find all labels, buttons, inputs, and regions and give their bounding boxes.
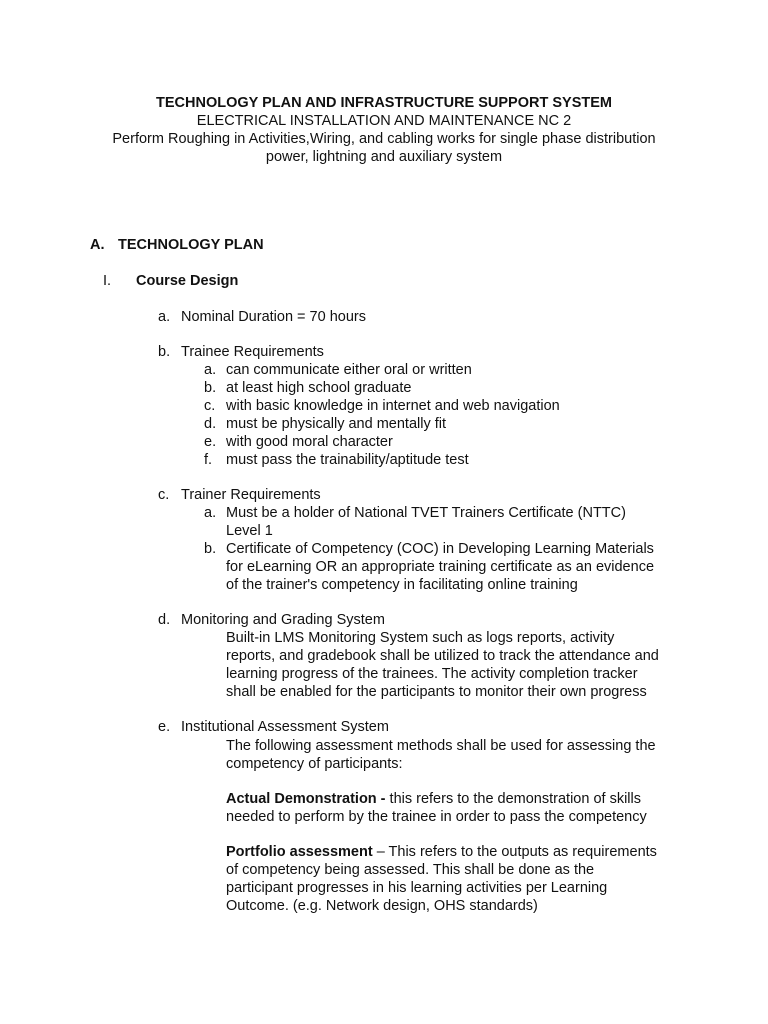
actual-demonstration-term: Actual Demonstration - [226,791,386,807]
portfolio-assessment-line-4: Outcome. (e.g. Network design, OHS standards) [226,898,538,914]
trainee-req-text: with good moral character [226,434,393,450]
item-a-marker: a. [158,309,171,325]
trainee-req-marker: f. [204,452,213,468]
trainer-req-text-line: Must be a holder of National TVET Trainers Certificate (NTTC) [226,505,626,521]
section-i-title: Course Design [136,273,239,289]
assessment-intro-line: The following assessment methods shall be used for assessing the [226,738,656,754]
item-c-text: Trainer Requirements [181,487,321,503]
item-d-marker: d. [158,612,171,628]
actual-demonstration-desc: this refers to the demonstration of skills [385,791,641,807]
monitoring-paragraph-line: shall be enabled for the participants to monitor their own progress [226,684,647,700]
trainee-req-marker: b. [204,380,217,396]
trainee-req-text: with basic knowledge in internet and web navigation [226,398,560,414]
document-header [60,94,708,166]
portfolio-assessment-line-3: participant progresses in his learning activities per Learning [226,880,608,896]
trainer-req-marker: b. [204,541,217,557]
trainer-req-text-line: for eLearning OR an appropriate training certificate as an evidence [226,559,655,575]
trainer-req-text-line: of the trainer's competency in facilitating online training [226,577,578,593]
actual-demonstration-line [226,790,641,808]
item-b-text: Trainee Requirements [181,344,324,360]
trainee-req-text: must pass the trainability/aptitude test [226,452,469,468]
section-a-marker: A. [90,237,105,253]
monitoring-paragraph-line: reports, and gradebook shall be utilized to track the attendance and [226,648,659,664]
actual-demonstration-line-2: needed to perform by the trainee in order to pass the competency [226,809,647,825]
portfolio-assessment-term: Portfolio assessment [226,844,373,860]
item-b-marker: b. [158,344,171,360]
portfolio-assessment-line [226,843,657,861]
item-e-marker: e. [158,719,171,735]
section-a-title: TECHNOLOGY PLAN [118,237,264,253]
document-title: TECHNOLOGY PLAN AND INFRASTRUCTURE SUPPORT SYSTEM [156,95,612,111]
trainee-req-text: at least high school graduate [226,380,412,396]
document-description-line-2: power, lightning and auxiliary system [265,149,503,165]
trainee-req-marker: d. [204,416,217,432]
trainee-req-marker: e. [204,434,217,450]
document-subtitle: ELECTRICAL INSTALLATION AND MAINTENANCE NC 2 [196,113,572,129]
portfolio-assessment-line-2: of competency being assessed. This shall be done as the [226,862,595,878]
trainee-req-marker: c. [204,398,216,414]
document-description-line-1: Perform Roughing in Activities,Wiring, and cabling works for single phase distribution [112,131,656,147]
trainee-req-text: can communicate either oral or written [226,362,472,378]
trainee-req-text: must be physically and mentally fit [226,416,447,432]
section-i-marker: I. [103,273,112,289]
monitoring-paragraph-line: Built-in LMS Monitoring System such as logs reports, activity [226,630,615,646]
item-e-text: Institutional Assessment System [181,719,389,735]
monitoring-paragraph-line: learning progress of the trainees. The activity completion tracker [226,666,638,682]
assessment-intro-line: competency of participants: [226,756,403,772]
item-c-marker: c. [158,487,170,503]
item-a-text: Nominal Duration = 70 hours [181,309,366,325]
trainer-req-marker: a. [204,505,217,521]
portfolio-assessment-desc: – This refers to the outputs as requirements [372,844,657,860]
trainer-req-text-line: Level 1 [226,523,273,539]
item-d-text: Monitoring and Grading System [181,612,385,628]
trainer-req-text-line: Certificate of Competency (COC) in Developing Learning Materials [226,541,654,557]
trainee-req-marker: a. [204,362,217,378]
